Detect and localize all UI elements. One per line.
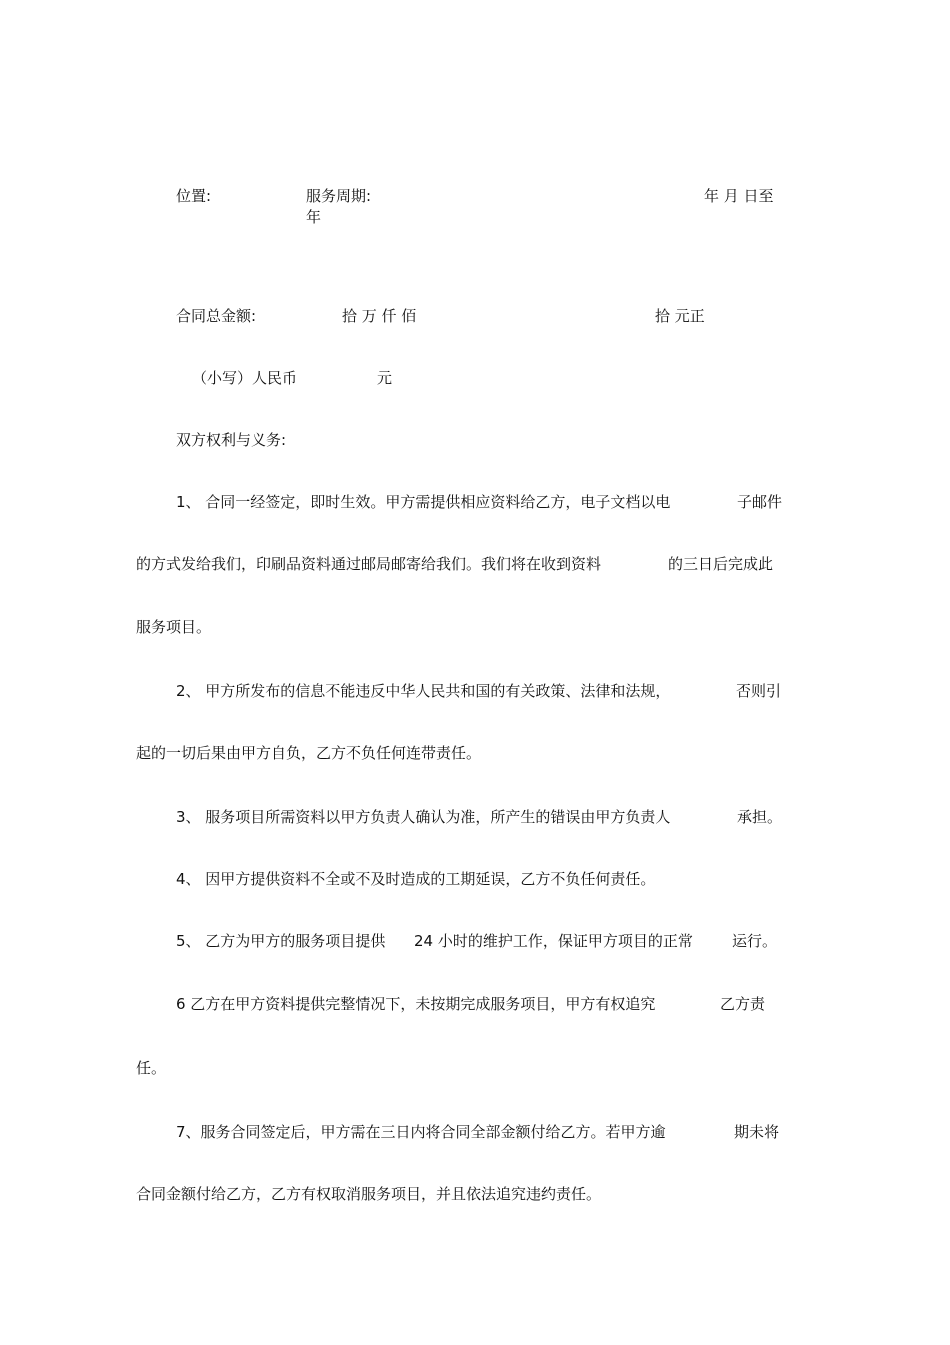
service-period-end: 年: [306, 208, 322, 226]
clause-1-line-3: 服务项目。: [136, 618, 212, 636]
amount-lowercase-unit: 元: [377, 369, 393, 387]
service-period-label: 服务周期:: [306, 187, 372, 205]
clause-2-line-1: 2、 甲方所发布的信息不能违反中华人民共和国的有关政策、法律和法规，: [176, 682, 671, 700]
amount-label: 合同总金额:: [176, 307, 257, 325]
clause-5-line-1-mid: 24 小时的维护工作，保证甲方项目的正常: [414, 932, 693, 950]
amount-units-b: 拾 元正: [655, 307, 705, 325]
clause-1-line-1-end: 子邮件: [737, 493, 783, 511]
clause-2-line-2: 起的一切后果由甲方自负，乙方不负任何连带责任。: [136, 744, 482, 762]
clause-6-line-1: 6 乙方在甲方资料提供完整情况下，未按期完成服务项目，甲方有权追究: [176, 995, 656, 1013]
clause-1-line-2-end: 的三日后完成此: [668, 555, 774, 573]
clause-1-line-2: 的方式发给我们，印刷品资料通过邮局邮寄给我们。我们将在收到资料: [136, 555, 602, 573]
clause-6-line-1-end: 乙方责: [720, 995, 766, 1013]
clause-5-line-1-end: 运行。: [732, 932, 778, 950]
clause-7-line-1: 7、服务合同签定后，甲方需在三日内将合同全部金额付给乙方。若甲方逾: [176, 1123, 666, 1141]
clause-7-line-2: 合同金额付给乙方，乙方有权取消服务项目，并且依法追究违约责任。: [136, 1185, 602, 1203]
clause-3-line-1: 3、 服务项目所需资料以甲方负责人确认为准，所产生的错误由甲方负责人: [176, 808, 671, 826]
service-period-date: 年 月 日至: [704, 187, 774, 205]
location-label: 位置:: [176, 187, 212, 205]
rights-heading: 双方权利与义务:: [176, 431, 287, 449]
amount-units-a: 拾 万 仟 佰: [342, 307, 417, 325]
clause-1-line-1: 1、 合同一经签定，即时生效。甲方需提供相应资料给乙方，电子文档以电: [176, 493, 671, 511]
clause-5-line-1: 5、 乙方为甲方的服务项目提供: [176, 932, 386, 950]
clause-3-line-1-end: 承担。: [737, 808, 783, 826]
clause-7-line-1-end: 期未将: [734, 1123, 780, 1141]
clause-6-line-2: 任。: [136, 1059, 167, 1077]
amount-lowercase-label: （小写）人民币: [192, 369, 298, 387]
clause-4-line-1: 4、 因甲方提供资料不全或不及时造成的工期延误，乙方不负任何责任。: [176, 870, 656, 888]
clause-2-line-1-end: 否则引: [736, 682, 782, 700]
